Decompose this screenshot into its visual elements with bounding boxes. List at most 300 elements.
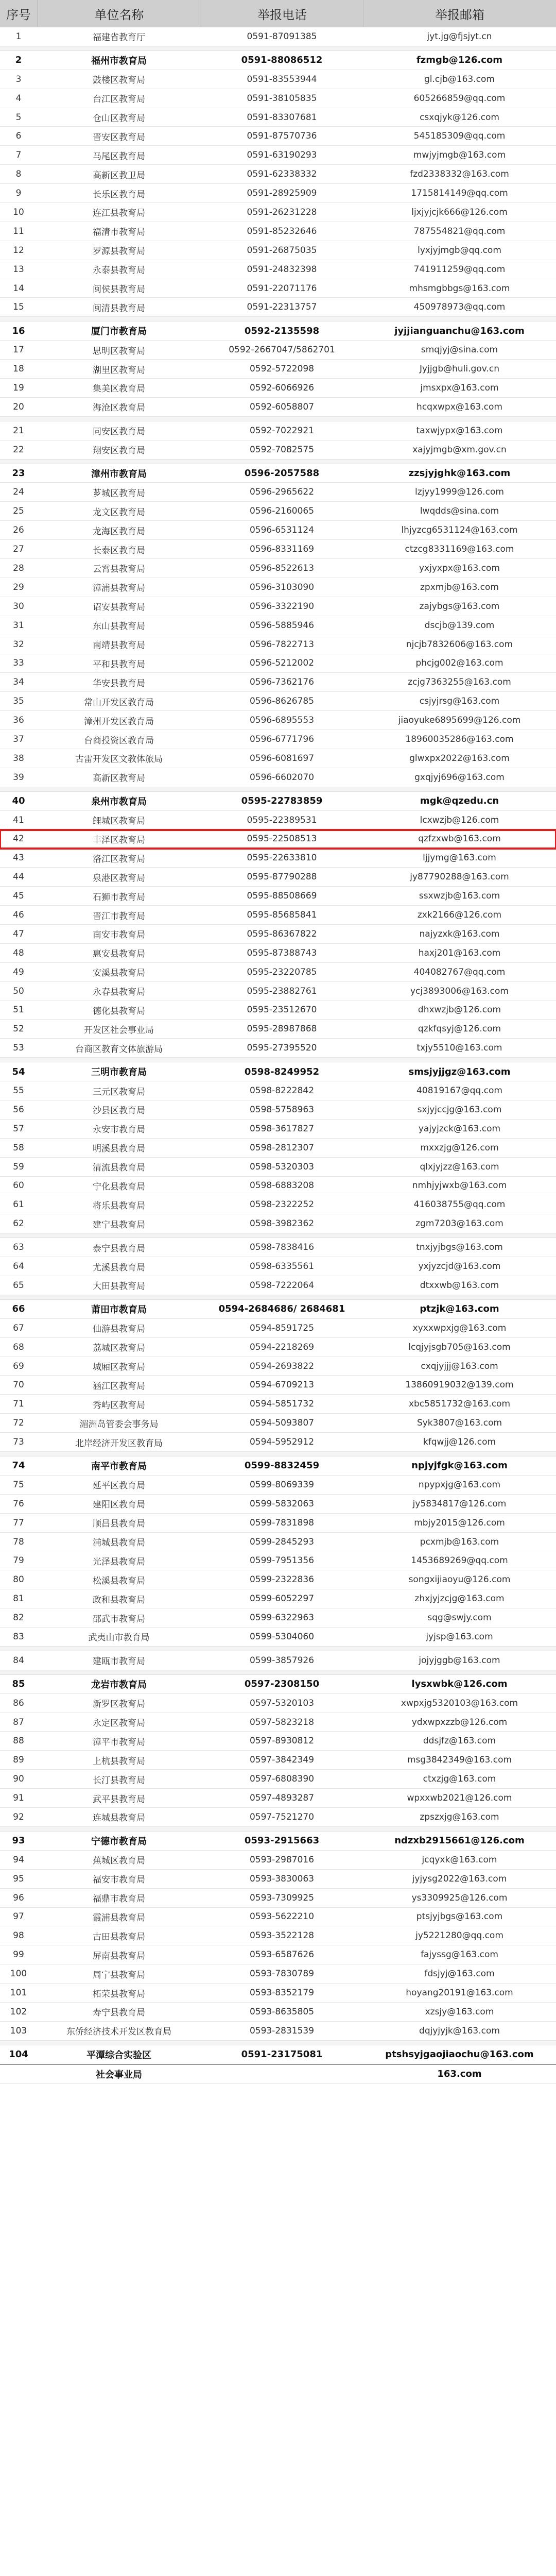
unit-name-cell: 鲤城区教育局 bbox=[93, 816, 145, 827]
phone-cell: 0595-28987868 bbox=[247, 1024, 317, 1035]
row-index: 8 bbox=[15, 169, 22, 180]
phone-cell: 0597-6808390 bbox=[249, 1774, 315, 1785]
phone-cell: 0599-7951356 bbox=[249, 1555, 315, 1566]
table-row bbox=[0, 654, 556, 673]
phone-cell: 0594-5851732 bbox=[249, 1399, 315, 1410]
email-cell: nmhjyjwxb@163.com bbox=[412, 1180, 507, 1191]
row-index: 20 bbox=[13, 401, 24, 412]
row-index: 15 bbox=[13, 302, 24, 313]
unit-name-cell: 晋江市教育局 bbox=[93, 911, 145, 922]
unit-name-cell: 常山开发区教育局 bbox=[84, 697, 154, 708]
row-index: 17 bbox=[13, 345, 24, 355]
unit-name-cell: 长泰区教育局 bbox=[93, 545, 145, 556]
email-cell: songxijiaoyu@126.com bbox=[408, 1574, 511, 1585]
email-cell: ptshsyjgaojiaochu@163.com bbox=[385, 2049, 534, 2060]
phone-cell: 0593-2915663 bbox=[244, 1835, 320, 1846]
unit-name-cell: 三元区教育局 bbox=[93, 1087, 145, 1097]
table-row bbox=[0, 849, 556, 868]
table-row bbox=[0, 1158, 556, 1177]
unit-name-cell: 闽清县教育局 bbox=[93, 303, 145, 314]
email-cell: ssxwzjb@163.com bbox=[419, 891, 500, 902]
email-cell: jyjsp@163.com bbox=[426, 1631, 493, 1642]
table-row bbox=[0, 749, 556, 768]
table-row bbox=[0, 578, 556, 597]
phone-cell: 0591-87091385 bbox=[247, 31, 317, 42]
group-divider bbox=[0, 460, 556, 464]
table-row bbox=[0, 1908, 556, 1927]
row-index: 35 bbox=[13, 696, 24, 707]
group-divider bbox=[0, 1233, 556, 1238]
row-index: 77 bbox=[13, 1517, 24, 1528]
row-index: 54 bbox=[12, 1066, 25, 1077]
table-row bbox=[0, 1001, 556, 1020]
unit-name-cell: 云霄县教育局 bbox=[93, 564, 145, 575]
email-cell: 163.com bbox=[437, 2069, 482, 2080]
table-row bbox=[0, 341, 556, 360]
row-index: 52 bbox=[13, 1024, 24, 1035]
phone-cell: 0592-7082575 bbox=[249, 444, 315, 455]
row-index: 94 bbox=[13, 1854, 24, 1865]
unit-name-cell: 周宁县教育局 bbox=[93, 1970, 145, 1980]
row-index: 101 bbox=[10, 1988, 27, 1998]
email-cell: yxjyzcjd@163.com bbox=[418, 1261, 501, 1272]
table-row bbox=[0, 1789, 556, 1808]
phone-cell: 0596-5212002 bbox=[249, 658, 315, 669]
email-cell: jiaoyuke6895699@126.com bbox=[398, 715, 521, 726]
email-cell: csxqjyk@126.com bbox=[420, 112, 499, 123]
email-cell: zhxjyjzcjg@163.com bbox=[414, 1594, 505, 1604]
phone-cell: 0598-7838416 bbox=[249, 1242, 315, 1253]
unit-name-cell: 龙海区教育局 bbox=[93, 526, 145, 537]
table-header bbox=[0, 0, 556, 27]
group-divider bbox=[0, 317, 556, 321]
table-row bbox=[0, 1832, 556, 1851]
table-row bbox=[0, 1177, 556, 1196]
table-row bbox=[0, 1570, 556, 1589]
email-cell: hoyang20191@163.com bbox=[406, 1988, 513, 1998]
phone-cell: 0599-8832459 bbox=[244, 1460, 320, 1471]
phone-cell: 0596-8522613 bbox=[249, 563, 315, 573]
header-phone: 举报电话 bbox=[201, 0, 363, 27]
email-cell: xwpxjg5320103@163.com bbox=[401, 1698, 518, 1708]
unit-name-cell: 福鼎市教育局 bbox=[93, 1894, 145, 1905]
unit-name-cell: 漳平市教育局 bbox=[93, 1737, 145, 1748]
unit-name-cell: 秀屿区教育局 bbox=[93, 1400, 145, 1411]
row-index: 58 bbox=[13, 1142, 24, 1153]
phone-cell: 0596-6771796 bbox=[249, 734, 315, 744]
unit-name-cell: 泰宁县教育局 bbox=[93, 1243, 145, 1254]
table-row bbox=[0, 635, 556, 654]
unit-name-cell: 清流县教育局 bbox=[93, 1163, 145, 1174]
row-index: 5 bbox=[15, 112, 22, 123]
unit-name-cell: 石狮市教育局 bbox=[93, 892, 145, 903]
unit-name-cell: 社会事业局 bbox=[96, 2069, 142, 2080]
phone-cell: 0594-5093807 bbox=[249, 1418, 315, 1429]
table-row bbox=[0, 1238, 556, 1257]
phone-cell: 0597-4893287 bbox=[249, 1793, 315, 1804]
group-divider bbox=[0, 1295, 556, 1300]
row-index: 68 bbox=[13, 1342, 24, 1352]
table-row bbox=[0, 906, 556, 925]
table-row bbox=[0, 559, 556, 578]
table-row bbox=[0, 1889, 556, 1908]
table-row bbox=[0, 1300, 556, 1319]
phone-cell: 0593-5622210 bbox=[249, 1911, 315, 1922]
email-cell: ctzcg8331169@163.com bbox=[405, 544, 514, 555]
phone-cell: 0591-83553944 bbox=[247, 74, 317, 84]
row-index: 98 bbox=[13, 1930, 24, 1941]
phone-cell: 0596-6895553 bbox=[249, 715, 315, 726]
unit-name-cell: 福清市教育局 bbox=[93, 227, 145, 238]
email-cell: jy5834817@126.com bbox=[412, 1498, 507, 1509]
email-cell: 450978973@qq.com bbox=[413, 302, 506, 313]
row-index: 1 bbox=[15, 31, 22, 42]
row-index: 99 bbox=[13, 1950, 24, 1960]
row-index: 42 bbox=[13, 834, 24, 844]
unit-name-cell: 诏安县教育局 bbox=[93, 602, 145, 613]
email-cell: jy87790288@163.com bbox=[410, 872, 509, 883]
row-index: 67 bbox=[13, 1323, 24, 1333]
email-cell: kfqwjj@126.com bbox=[423, 1437, 496, 1448]
phone-cell: 0594-5952912 bbox=[249, 1437, 315, 1448]
unit-name-cell: 仓山区教育局 bbox=[93, 113, 145, 124]
phone-cell: 0598-6335561 bbox=[249, 1261, 315, 1272]
phone-cell: 0595-22389531 bbox=[247, 815, 317, 825]
email-cell: zajybgs@163.com bbox=[419, 601, 500, 612]
phone-cell: 0591-88086512 bbox=[241, 55, 323, 66]
unit-name-cell: 华安县教育局 bbox=[93, 678, 145, 689]
row-index: 59 bbox=[13, 1161, 24, 1172]
row-index: 81 bbox=[13, 1594, 24, 1604]
email-cell: lwqdds@sina.com bbox=[420, 506, 499, 517]
email-cell: ndzxb2915661@126.com bbox=[394, 1835, 525, 1846]
phone-cell: 0591-24832398 bbox=[247, 264, 317, 275]
header-email: 举报邮箱 bbox=[435, 7, 484, 22]
table-row bbox=[0, 1675, 556, 1694]
group-divider bbox=[0, 1647, 556, 1651]
email-cell: Jyjjgb@huli.gov.cn bbox=[420, 364, 499, 375]
table-row bbox=[0, 127, 556, 146]
unit-name-cell: 永定区教育局 bbox=[93, 1718, 145, 1729]
unit-name-cell: 仙游县教育局 bbox=[93, 1324, 145, 1335]
phone-cell: 0595-86367822 bbox=[247, 928, 317, 939]
email-cell: lcqjyjsgb705@163.com bbox=[408, 1342, 511, 1352]
row-index: 76 bbox=[13, 1498, 24, 1509]
row-index: 86 bbox=[13, 1698, 24, 1708]
row-index: 103 bbox=[10, 2025, 27, 2036]
row-index: 48 bbox=[13, 947, 24, 958]
email-cell: ljjymg@163.com bbox=[423, 853, 496, 863]
email-cell: fajyssg@163.com bbox=[421, 1950, 498, 1960]
table-row bbox=[0, 360, 556, 379]
row-index: 57 bbox=[13, 1123, 24, 1134]
table-row bbox=[0, 222, 556, 241]
unit-name-cell: 蕉城区教育局 bbox=[93, 1856, 145, 1867]
phone-cell: 0591-83307681 bbox=[247, 112, 317, 123]
unit-name-cell: 漳州开发区教育局 bbox=[84, 716, 154, 727]
row-index: 43 bbox=[13, 853, 24, 863]
unit-name-cell: 东山县教育局 bbox=[93, 621, 145, 632]
unit-name-cell: 海沧区教育局 bbox=[93, 403, 145, 414]
table-row bbox=[0, 811, 556, 830]
row-index: 65 bbox=[13, 1280, 24, 1291]
table-row bbox=[0, 184, 556, 203]
phone-cell: 0599-2322836 bbox=[249, 1574, 315, 1585]
phone-cell: 0594-2684686/ 2684681 bbox=[218, 1303, 345, 1315]
table-row bbox=[0, 298, 556, 317]
phone-cell: 0596-6081697 bbox=[249, 753, 315, 764]
email-cell: lhjyzcg6531124@163.com bbox=[401, 525, 518, 536]
email-cell: smsjyjjgz@163.com bbox=[408, 1066, 511, 1077]
unit-name-cell: 厦门市教育局 bbox=[91, 326, 147, 337]
phone-cell: 0595-22633810 bbox=[247, 853, 317, 863]
table-row-highlighted bbox=[0, 830, 556, 849]
unit-name-cell: 高新区教卫局 bbox=[93, 170, 145, 181]
unit-name-cell: 漳浦县教育局 bbox=[93, 583, 145, 594]
unit-name-cell: 湖里区教育局 bbox=[93, 365, 145, 376]
table-row bbox=[0, 1926, 556, 1945]
row-index: 32 bbox=[13, 639, 24, 650]
row-index: 21 bbox=[13, 425, 24, 436]
row-index: 95 bbox=[13, 1873, 24, 1884]
unit-name-cell: 福建省教育厅 bbox=[93, 32, 145, 43]
phone-cell: 0591-38105835 bbox=[247, 93, 317, 104]
row-index: 84 bbox=[13, 1655, 24, 1666]
email-cell: jyt.jg@fjsjyt.cn bbox=[427, 31, 492, 42]
table-body bbox=[0, 27, 556, 2084]
table-row bbox=[0, 1257, 556, 1276]
email-cell: gl.cjb@163.com bbox=[424, 74, 495, 84]
unit-name-cell: 松溪县教育局 bbox=[93, 1575, 145, 1586]
email-cell: jyjjianguanchu@163.com bbox=[394, 325, 525, 336]
table-row bbox=[0, 1608, 556, 1628]
table-row bbox=[0, 89, 556, 108]
phone-cell: 0598-2812307 bbox=[249, 1142, 315, 1153]
email-cell: 13860919032@139.com bbox=[405, 1380, 514, 1391]
email-cell: 741911259@qq.com bbox=[413, 264, 506, 275]
phone-cell: 0593-8352179 bbox=[249, 1988, 315, 1998]
table-row bbox=[0, 1376, 556, 1395]
email-cell: zpszxjg@163.com bbox=[420, 1811, 499, 1822]
unit-name-cell: 湄洲岛管委会事务局 bbox=[79, 1419, 159, 1430]
email-cell: ptzjk@163.com bbox=[420, 1303, 499, 1315]
phone-cell: 0599-6322963 bbox=[249, 1613, 315, 1623]
table-row bbox=[0, 887, 556, 906]
table-row bbox=[0, 260, 556, 279]
unit-name-cell: 高新区教育局 bbox=[93, 773, 145, 784]
unit-name-cell: 将乐县教育局 bbox=[93, 1200, 145, 1211]
unit-name-cell: 政和县教育局 bbox=[93, 1595, 145, 1605]
row-index: 40 bbox=[12, 795, 25, 807]
table-row bbox=[0, 2045, 556, 2065]
unit-name-cell: 建宁县教育局 bbox=[93, 1219, 145, 1230]
table-row bbox=[0, 692, 556, 711]
phone-cell: 0591-26875035 bbox=[247, 245, 317, 256]
unit-name-cell: 龙文区教育局 bbox=[93, 507, 145, 518]
table-row bbox=[0, 1694, 556, 1713]
email-cell: mxxzjg@126.com bbox=[420, 1142, 499, 1153]
unit-name-cell: 连城县教育局 bbox=[93, 1813, 145, 1824]
table-row bbox=[0, 146, 556, 165]
email-cell: 18960035286@163.com bbox=[405, 734, 514, 744]
phone-cell: 0592-7022921 bbox=[249, 425, 315, 436]
unit-name-cell: 漳州市教育局 bbox=[91, 468, 147, 480]
unit-name-cell: 延平区教育局 bbox=[93, 1481, 145, 1492]
email-cell: lyxjyjmgb@qq.com bbox=[418, 245, 501, 256]
email-cell: ptsjyjbgs@163.com bbox=[416, 1911, 503, 1922]
phone-cell: 0591-62338332 bbox=[247, 169, 317, 180]
row-index: 61 bbox=[13, 1199, 24, 1210]
email-cell: npjyjfgk@163.com bbox=[411, 1460, 508, 1471]
table-row bbox=[0, 464, 556, 483]
phone-cell: 0594-2218269 bbox=[249, 1342, 315, 1352]
phone-cell: 0594-6709213 bbox=[249, 1380, 315, 1391]
unit-name-cell: 泉港区教育局 bbox=[93, 873, 145, 884]
phone-cell: 0598-8222842 bbox=[249, 1086, 315, 1096]
email-cell: pcxmjb@163.com bbox=[420, 1536, 499, 1547]
email-cell: zpxmjb@163.com bbox=[420, 582, 499, 592]
email-cell: haxj201@163.com bbox=[418, 947, 501, 958]
email-cell: fdsjyj@163.com bbox=[424, 1969, 495, 1979]
email-cell: lzjyy1999@126.com bbox=[415, 487, 504, 498]
table-row bbox=[0, 730, 556, 749]
unit-name-cell: 东侨经济技术开发区教育局 bbox=[66, 2027, 171, 2038]
unit-name-cell: 邵武市教育局 bbox=[93, 1614, 145, 1624]
unit-name-cell: 翔安区教育局 bbox=[93, 446, 145, 456]
group-divider bbox=[0, 1670, 556, 1675]
group-divider bbox=[0, 1452, 556, 1456]
email-cell: dhxwzjb@126.com bbox=[418, 1005, 501, 1015]
phone-cell: 0593-8635805 bbox=[249, 2006, 315, 2017]
phone-cell: 0595-85685841 bbox=[247, 910, 317, 921]
phone-cell: 0596-2160065 bbox=[249, 506, 315, 517]
row-index: 4 bbox=[15, 93, 22, 104]
table-row bbox=[0, 868, 556, 887]
phone-cell: 0591-22071176 bbox=[247, 283, 317, 294]
email-cell: jcqyxk@163.com bbox=[422, 1854, 497, 1865]
email-cell: dtxxwb@163.com bbox=[420, 1280, 499, 1291]
unit-name-cell: 泉州市教育局 bbox=[91, 796, 147, 807]
email-cell: lysxwbk@126.com bbox=[411, 1679, 508, 1690]
table-row bbox=[0, 502, 556, 521]
unit-name-cell: 平和县教育局 bbox=[93, 659, 145, 670]
group-divider bbox=[0, 2041, 556, 2045]
table-row bbox=[0, 2003, 556, 2022]
row-index: 63 bbox=[13, 1242, 24, 1253]
row-index: 96 bbox=[13, 1892, 24, 1903]
phone-cell: 0592-5722098 bbox=[249, 364, 315, 375]
unit-name-cell: 武夷山市教育局 bbox=[88, 1633, 150, 1643]
table-row bbox=[0, 1551, 556, 1570]
row-index: 62 bbox=[13, 1218, 24, 1229]
phone-cell: 0595-23220785 bbox=[247, 967, 317, 977]
row-index: 29 bbox=[13, 582, 24, 592]
row-index: 27 bbox=[13, 544, 24, 555]
unit-name-cell: 思明区教育局 bbox=[93, 346, 145, 357]
table-row bbox=[0, 1851, 556, 1870]
phone-cell: 0596-3322190 bbox=[249, 601, 315, 612]
phone-cell: 0595-23882761 bbox=[247, 986, 317, 996]
group-divider bbox=[0, 46, 556, 51]
email-cell: sqg@swjy.com bbox=[427, 1613, 492, 1623]
table-row bbox=[0, 483, 556, 502]
row-index: 71 bbox=[13, 1399, 24, 1410]
row-index: 69 bbox=[13, 1361, 24, 1371]
email-cell: njcjb7832606@163.com bbox=[406, 639, 513, 650]
table-row bbox=[0, 925, 556, 944]
phone-cell: 0598-5320303 bbox=[249, 1161, 315, 1172]
unit-name-cell: 福州市教育局 bbox=[91, 55, 147, 66]
unit-name-cell: 长乐区教育局 bbox=[93, 189, 145, 200]
row-index: 55 bbox=[13, 1086, 24, 1096]
table-row bbox=[0, 1395, 556, 1414]
unit-name-cell: 南平市教育局 bbox=[91, 1461, 147, 1472]
table-row bbox=[0, 1495, 556, 1514]
table-row bbox=[0, 421, 556, 440]
table-row bbox=[0, 1589, 556, 1608]
unit-name-cell: 南安市教育局 bbox=[93, 930, 145, 941]
table-row bbox=[0, 540, 556, 559]
phone-cell: 0599-8069339 bbox=[249, 1479, 315, 1490]
row-index: 87 bbox=[13, 1717, 24, 1727]
phone-cell: 0592-2667047/5862701 bbox=[229, 345, 335, 355]
unit-name-cell: 建瓯市教育局 bbox=[93, 1656, 145, 1667]
unit-name-cell: 莆田市教育局 bbox=[91, 1304, 147, 1315]
row-index: 45 bbox=[13, 891, 24, 902]
row-index: 30 bbox=[13, 601, 24, 612]
phone-cell: 0597-5320103 bbox=[249, 1698, 315, 1708]
email-cell: msg3842349@163.com bbox=[407, 1755, 512, 1766]
row-index: 14 bbox=[13, 283, 24, 294]
table-row bbox=[0, 711, 556, 730]
table-row bbox=[0, 321, 556, 341]
row-index: 60 bbox=[13, 1180, 24, 1191]
row-index: 92 bbox=[13, 1811, 24, 1822]
email-cell: qzkfqsyj@126.com bbox=[418, 1024, 501, 1035]
unit-name-cell: 南靖县教育局 bbox=[93, 640, 145, 651]
unit-name-cell: 平潭综合实验区 bbox=[86, 2049, 151, 2061]
phone-cell: 0595-27395520 bbox=[247, 1043, 317, 1054]
table-row bbox=[0, 379, 556, 398]
row-index: 75 bbox=[13, 1479, 24, 1490]
row-index: 49 bbox=[13, 967, 24, 977]
row-index: 38 bbox=[13, 753, 24, 764]
phone-cell: 0596-6531124 bbox=[249, 525, 315, 536]
phone-cell: 0596-3103090 bbox=[249, 582, 315, 592]
group-divider bbox=[0, 1827, 556, 1832]
email-cell: mhsmgbbgs@163.com bbox=[409, 283, 510, 294]
phone-cell: 0592-6058807 bbox=[249, 401, 315, 412]
table-row bbox=[0, 165, 556, 184]
email-cell: npypxjg@163.com bbox=[418, 1479, 501, 1490]
unit-name-cell: 惠安县教育局 bbox=[93, 949, 145, 960]
table-row bbox=[0, 944, 556, 963]
email-cell: xyxxwpxjg@163.com bbox=[412, 1323, 507, 1333]
group-divider bbox=[0, 417, 556, 421]
email-cell: zzsjyjghk@163.com bbox=[408, 468, 511, 479]
group-divider bbox=[0, 1058, 556, 1062]
unit-name-cell: 北岸经济开发区教育局 bbox=[75, 1438, 163, 1449]
row-index: 66 bbox=[12, 1303, 25, 1315]
unit-name-cell: 芗城区教育局 bbox=[93, 488, 145, 499]
row-index: 51 bbox=[13, 1005, 24, 1015]
phone-cell: 0593-3830063 bbox=[249, 1873, 315, 1884]
email-cell: mwjyjmgb@163.com bbox=[413, 150, 506, 161]
email-cell: xajyjmgb@xm.gov.cn bbox=[412, 444, 507, 455]
email-cell: ddsjfz@163.com bbox=[423, 1736, 496, 1747]
email-cell: cxqjyjjj@163.com bbox=[421, 1361, 498, 1371]
row-index: 47 bbox=[13, 928, 24, 939]
